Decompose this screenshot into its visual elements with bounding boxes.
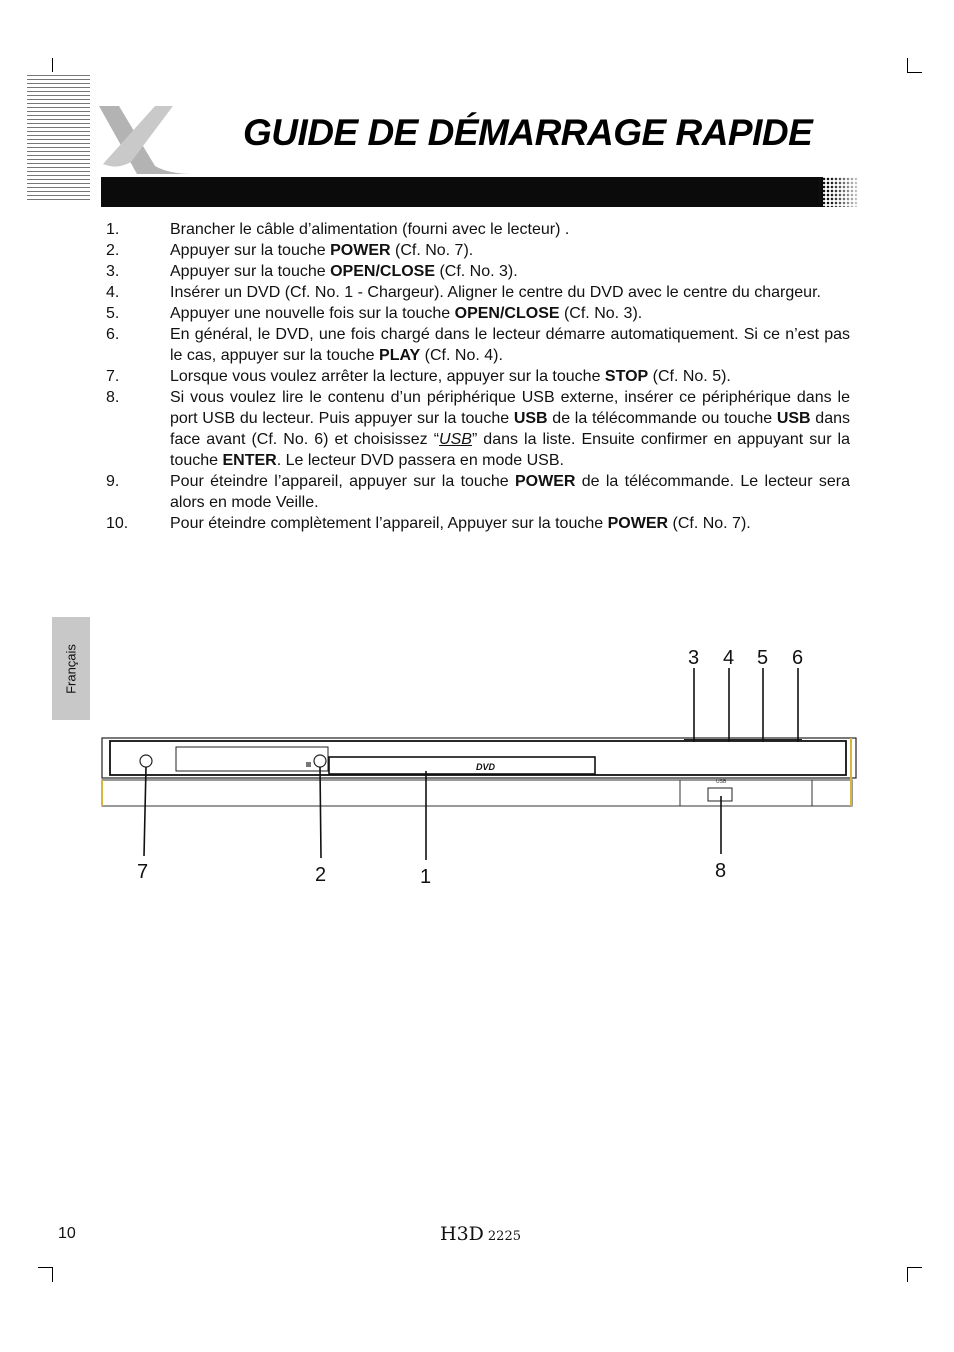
page-number: 10 [58,1225,76,1242]
step-text: Insérer un DVD (Cf. No. 1 - Chargeur). Aligner le centre du DVD avec le centre du chargeur. [170,284,821,301]
step-text: ” dans la liste. Ensuite confirmer en appuyant sur la touche [170,431,851,469]
front-panel-diagram [96,640,858,885]
button-name: POWER [514,473,576,490]
page-title: GUIDE DE DÉMARRAGE RAPIDE [243,112,813,153]
header-stripes [27,72,90,200]
step-number: 3. [106,263,120,280]
header-bar [101,177,823,207]
tray-logo: DVD [476,762,496,772]
brand-x-logo [97,104,197,176]
step-text: (Cf. No. 7). [390,242,474,259]
button-name: PLAY [379,347,421,364]
callout-1: 1 [420,866,432,885]
button-name: STOP [604,368,649,385]
language-tab [52,617,90,720]
step-text: Lorsque vous voulez arrêter la lecture, appuyer sur la touche [170,368,605,385]
step-text: (Cf. No. 7). [668,515,751,532]
step-number: 2. [106,242,120,259]
step-text: de la télécommande. Le lecteur sera alors en mode Veille. [170,473,850,511]
step-text: Appuyer sur la touche [170,242,331,259]
step-text: USB [439,431,472,448]
instruction-step [106,282,850,303]
step-text: (Cf. No. 5). [648,368,731,385]
usb-port-label: USB [716,779,727,785]
model-name: H3D [440,1223,484,1245]
step-number: 8. [106,389,120,406]
crop-mark-bottom-left [38,1267,53,1282]
step-text: Brancher le câble d’alimentation (fourni avec le lecteur) . [170,221,570,238]
step-number: 10. [106,515,129,532]
crop-mark-bottom-right [907,1267,922,1282]
button-name: POWER [330,242,391,259]
step-text: Si vous voulez lire le contenu d’un périphérique USB externe, insérer ce périphérique dans le port USB du lecteur. Puis appuyer sur la touche [170,389,850,427]
button-name: OPEN/CLOSE [454,305,560,322]
step-number: 7. [106,368,120,385]
step-number: 9. [106,473,120,490]
step-number: 4. [106,284,120,301]
callout-3: 3 [688,647,700,669]
callout-line-2 [320,767,321,858]
step-text: (Cf. No. 3). [435,263,518,280]
step-number: 5. [106,305,120,322]
callout-8: 8 [715,860,727,882]
instruction-step [106,261,850,282]
step-text: (Cf. No. 4). [420,347,503,364]
model-number: 2225 [487,1229,521,1244]
crop-mark-top-left [38,58,53,73]
instruction-step [106,513,850,534]
step-text: En général, le DVD, une fois chargé dans le lecteur démarre automatiquement. Si ce n’est pas le cas, appuyer sur la touche [170,326,850,364]
instruction-step [106,219,850,240]
language-tab-label: Français [63,643,79,694]
step-text: Appuyer sur la touche [170,263,331,280]
callout-5: 5 [757,647,769,669]
step-text: Pour éteindre complètement l’appareil, Appuyer sur la touche [170,515,608,532]
step-text: Pour éteindre l’appareil, appuyer sur la touche [170,473,515,490]
button-name: USB [776,410,811,427]
step-text: . Le lecteur DVD passera en mode USB. [276,452,564,469]
crop-mark-top-right [907,58,922,73]
button-name: USB [513,410,548,427]
callout-7: 7 [137,861,149,883]
instruction-step [106,366,850,387]
button-name: POWER [607,515,669,532]
callout-4: 4 [723,647,735,669]
model-label [440,1223,521,1245]
button-name: ENTER [222,452,277,469]
step-number: 1. [106,221,120,238]
instruction-step [106,303,850,324]
callout-6: 6 [792,647,804,669]
instruction-step [106,387,850,471]
step-text: dans face avant (Cf. No. 6) et choisissez “ [170,410,851,448]
step-number: 6. [106,326,120,343]
button-name: OPEN/CLOSE [330,263,435,280]
step-text: (Cf. No. 3). [559,305,643,322]
step-text: Appuyer une nouvelle fois sur la touche [170,305,455,322]
instruction-step [106,240,850,261]
step-text: de la télécommande ou touche [547,410,777,427]
instruction-step [106,471,850,513]
instruction-step [106,324,850,366]
instruction-list [106,219,850,534]
header-bar-dot-fade [818,177,858,207]
callout-2: 2 [315,864,327,885]
